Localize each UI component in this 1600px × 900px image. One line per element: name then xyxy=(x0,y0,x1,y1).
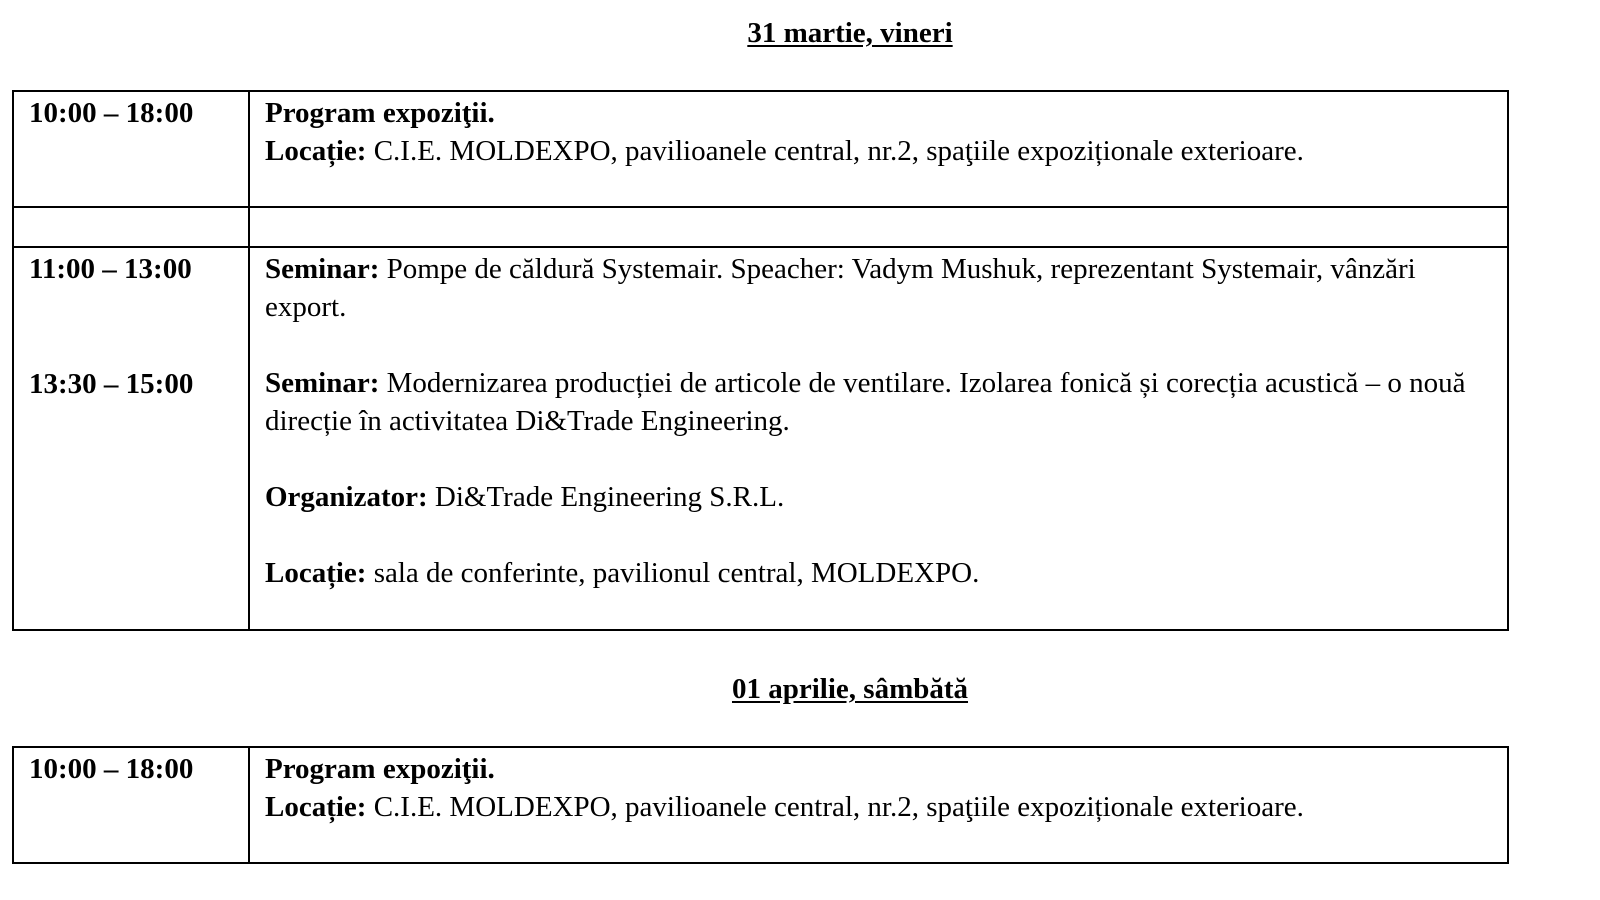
table-row-seminars xyxy=(13,247,1508,630)
table-row-exhibition xyxy=(13,747,1508,863)
schedule-table-day-2 xyxy=(12,746,1509,864)
seminar-label: Seminar: xyxy=(265,367,380,399)
day-heading-31-martie: 31 martie, vineri xyxy=(747,17,953,49)
empty-cell xyxy=(249,207,1508,247)
time-range: 10:00 – 18:00 xyxy=(29,753,194,785)
organizer xyxy=(265,478,1493,516)
empty-cell xyxy=(13,207,249,247)
location-text: sala de conferinte, pavilionul central, MOLDEXPO. xyxy=(366,557,980,589)
seminar-2 xyxy=(265,364,1493,440)
time-range-seminar-2: 13:30 – 15:00 xyxy=(29,368,194,400)
organizer-text: Di&Trade Engineering S.R.L. xyxy=(427,481,785,513)
location-text: C.I.E. MOLDEXPO, pavilioanele central, nr.2, spaţiile expoziționale exterioare. xyxy=(366,135,1304,167)
exhibition-location xyxy=(265,788,1493,826)
seminar-location xyxy=(265,554,1493,592)
organizer-label: Organizator: xyxy=(265,481,428,513)
seminar-label: Seminar: xyxy=(265,253,380,285)
table-row-empty xyxy=(13,207,1508,247)
time-cell xyxy=(13,247,249,630)
location-text: C.I.E. MOLDEXPO, pavilioanele central, nr.2, spaţiile expoziționale exterioare. xyxy=(366,791,1304,823)
exhibition-title: Program expoziţii. xyxy=(265,753,495,785)
day-heading-01-aprilie: 01 aprilie, sâmbătă xyxy=(731,673,969,705)
time-range-seminar-1: 11:00 – 13:00 xyxy=(29,253,192,285)
description-cell xyxy=(249,747,1508,863)
time-cell xyxy=(13,747,249,863)
location-label: Locație: xyxy=(265,791,367,823)
seminar-text: Modernizarea producției de articole de ventilare. Izolarea fonică și corecția acustică – o nouă direcție în activitatea Di&Trade Engineering. xyxy=(265,367,1466,437)
exhibition-location xyxy=(265,132,1493,170)
location-label: Locație: xyxy=(265,557,367,589)
table-row-exhibition xyxy=(13,91,1508,207)
description-cell xyxy=(249,91,1508,207)
description-cell xyxy=(249,247,1508,630)
schedule-table-day-1 xyxy=(12,90,1509,631)
time-cell xyxy=(13,91,249,207)
exhibition-title: Program expoziţii. xyxy=(265,97,495,129)
seminar-1 xyxy=(265,250,1493,326)
seminar-text: Pompe de căldură Systemair. Speacher: Vadym Mushuk, reprezentant Systemair, vânzări export. xyxy=(265,253,1416,323)
time-range: 10:00 – 18:00 xyxy=(29,97,194,129)
location-label: Locație: xyxy=(265,135,367,167)
